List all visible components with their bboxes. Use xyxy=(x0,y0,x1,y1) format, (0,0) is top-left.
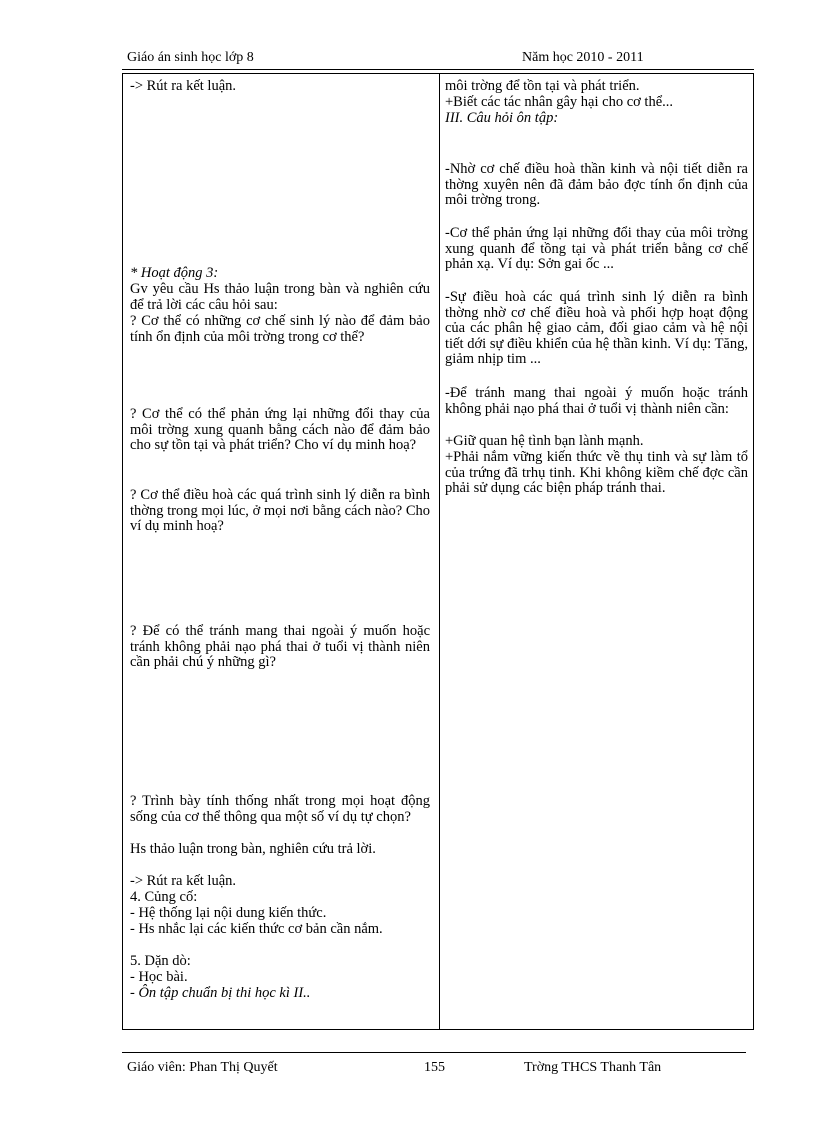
answer-4: -Để tránh mang thai ngoài ý muốn hoặc tránh không phải nạo phá thai ở tuổi vị thành niên cần: xyxy=(445,385,748,417)
answer-4-item-1: +Giữ quan hệ tình bạn lành mạnh. xyxy=(445,433,644,449)
hs-discussion: Hs thảo luận trong bàn, nghiên cứu trả lời. xyxy=(130,841,376,857)
footer-rule xyxy=(122,1052,746,1053)
answer-3: -Sự điều hoà các quá trình sinh lý diễn ra bình thờng nhờ cơ chế điều hoà và phối hợp hoạt động của các phân hệ giao cảm, đối giao cảm và hệ nội tiết dới sự điều khiển của hệ thần kinh. Ví dụ: Tăng, giảm nhịp tim ... xyxy=(445,289,748,367)
question-1: ? Cơ thể có những cơ chế sinh lý nào để đảm bảo tính ổn định của môi trờng trong cơ thể? xyxy=(130,313,430,345)
consolidate-item-2: - Hs nhắc lại các kiến thức cơ bản cần nắm. xyxy=(130,921,383,937)
consolidate-title: 4. Củng cố: xyxy=(130,889,198,905)
homework-item-2: - Ôn tập chuẩn bị thi học kì II.. xyxy=(130,985,311,1001)
right-line-2: +Biết các tác nhân gây hại cho cơ thể... xyxy=(445,94,674,110)
review-section-title: III. Câu hỏi ôn tập: xyxy=(445,110,559,126)
answer-1: -Nhờ cơ chế điều hoà thần kinh và nội tiết diễn ra thờng xuyên nên đã đảm bảo đợc tính ổn định của môi trờng trong. xyxy=(445,161,748,208)
question-3: ? Cơ thể điều hoà các quá trình sinh lý diễn ra bình thờng trong mọi lúc, ở mọi nơi bằng cách nào? Cho ví dụ minh hoạ? xyxy=(130,487,430,534)
header-rule xyxy=(122,69,754,70)
column-divider xyxy=(439,74,440,1029)
header-school-year: Năm học 2010 - 2011 xyxy=(522,50,644,65)
question-4: ? Để có thể tránh mang thai ngoài ý muốn hoặc tránh không phải nạo phá thai ở tuổi vị thành niên cần phải chú ý những gì? xyxy=(130,623,430,670)
right-line-1: môi trờng để tồn tại và phát triển. xyxy=(445,78,640,94)
left-conclusion-top: -> Rút ra kết luận. xyxy=(130,78,237,94)
activity-title: * Hoạt động 3: xyxy=(130,265,219,281)
homework-title: 5. Dặn dò: xyxy=(130,953,191,969)
header-subject: Giáo án sinh học lớp 8 xyxy=(127,50,254,65)
footer-school: Trờng THCS Thanh Tân xyxy=(524,1060,662,1075)
left-conclusion-bottom: -> Rút ra kết luận. xyxy=(130,873,237,889)
question-2: ? Cơ thể có thể phản ứng lại những đổi thay của môi trờng xung quanh bằng cách nào để đảm bảo cho sự tồn tại và phát triển? Cho ví dụ minh hoạ? xyxy=(130,406,430,453)
consolidate-item-1: - Hệ thống lại nội dung kiến thức. xyxy=(130,905,327,921)
activity-intro: Gv yêu cầu Hs thảo luận trong bàn và nghiên cứu để trả lời các câu hỏi sau: xyxy=(130,281,430,313)
homework-item-1: - Học bài. xyxy=(130,969,188,985)
answer-4-item-2: +Phải nắm vững kiến thức về thụ tinh và sự làm tổ của trứng đã trhụ tinh. Khi không kiềm chế đợc cần phải sử dụng các biện pháp tránh thai. xyxy=(445,449,748,496)
answer-2: -Cơ thể phản ứng lại những đổi thay của môi trờng xung quanh để tồng tại và phát triển bằng cơ chế phản xạ. Ví dụ: Sởn gai ốc ... xyxy=(445,225,748,272)
lesson-table xyxy=(122,73,754,1030)
footer-page-number: 155 xyxy=(424,1060,445,1075)
footer-teacher: Giáo viên: Phan Thị Quyết xyxy=(127,1060,278,1075)
question-5: ? Trình bày tính thống nhất trong mọi hoạt động sống của cơ thể thông qua một số ví dụ tự chọn? xyxy=(130,793,430,825)
